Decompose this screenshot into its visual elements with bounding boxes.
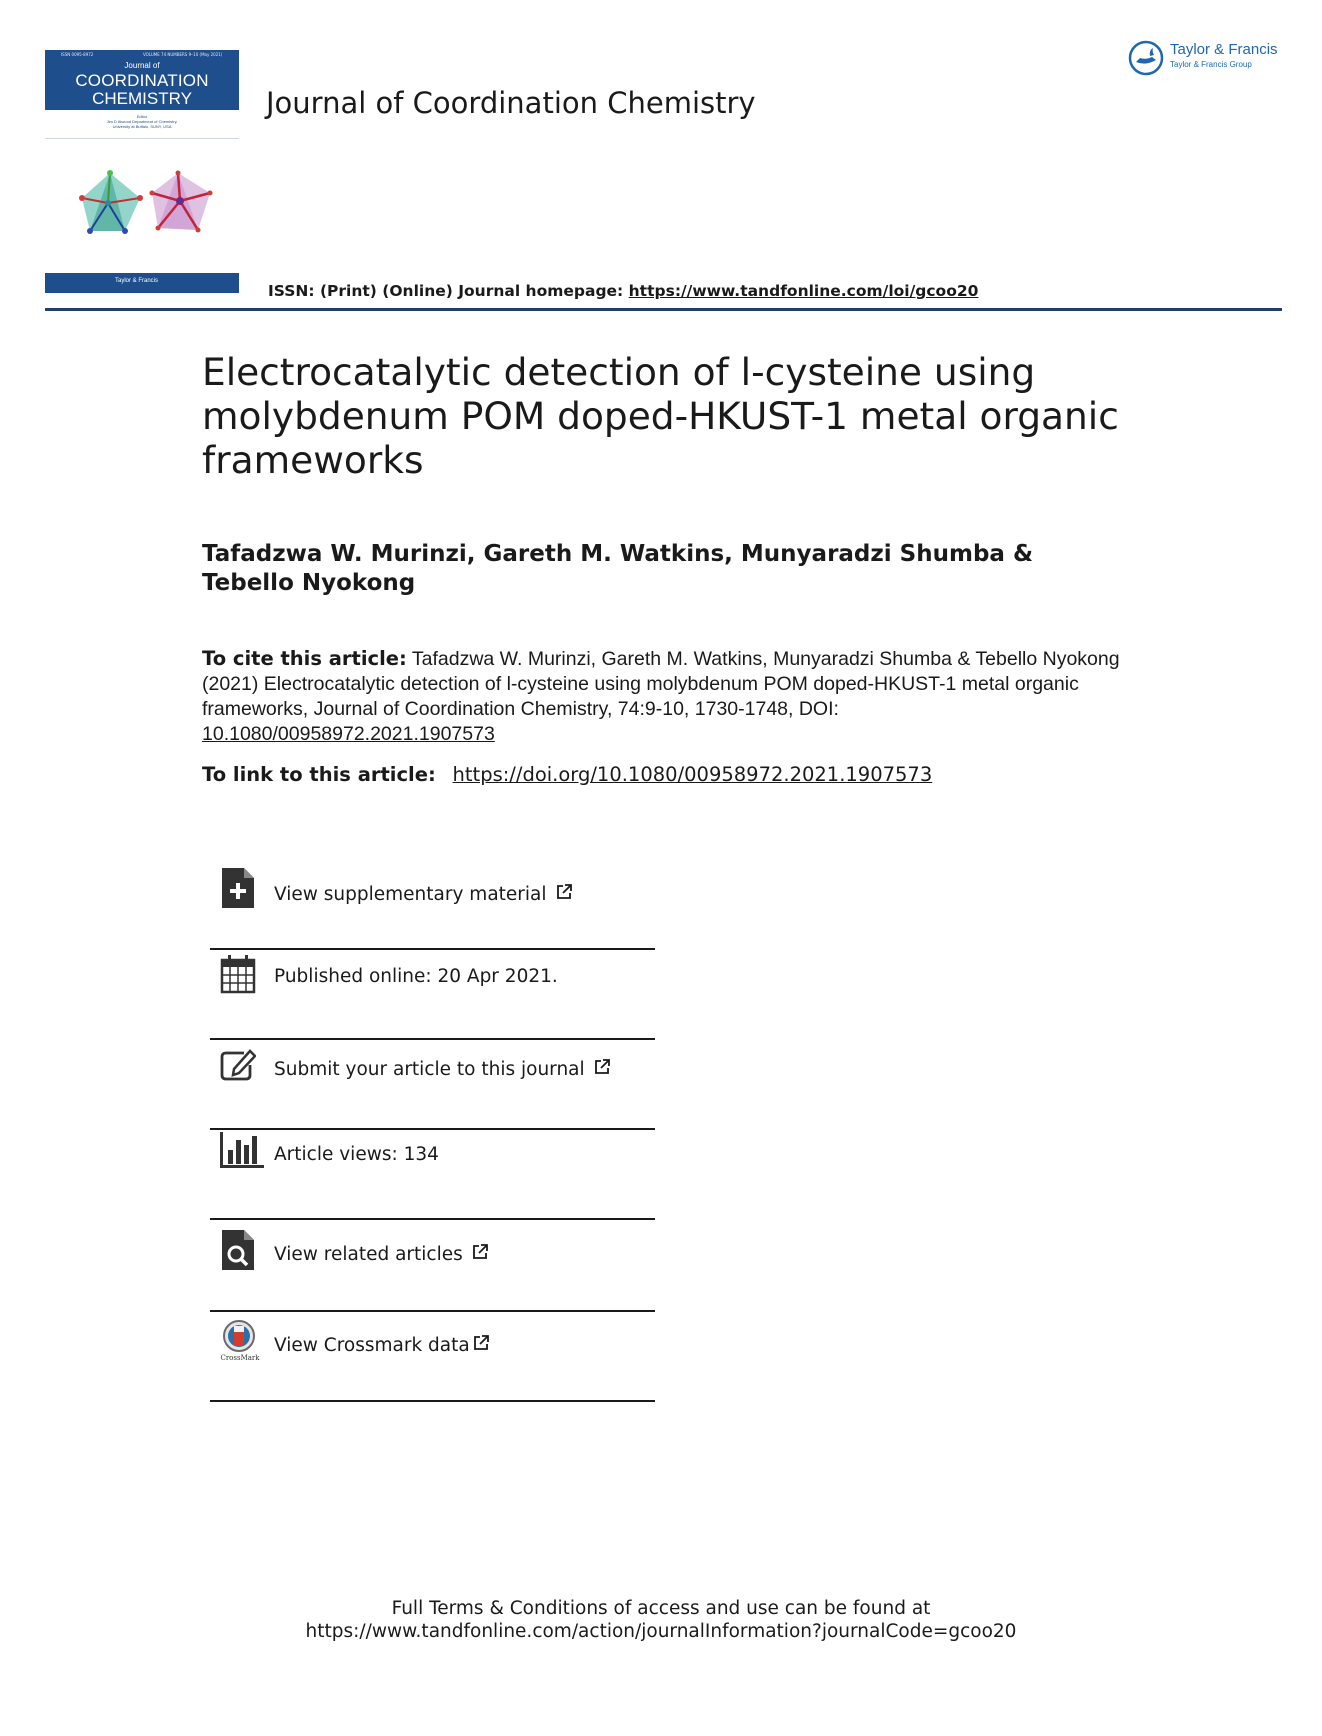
taylor-francis-lamp-icon: [1128, 40, 1164, 76]
publisher-group: Taylor & Francis Group: [1170, 60, 1252, 69]
external-link-icon: [472, 1334, 490, 1352]
issn-homepage-line: [268, 282, 978, 300]
related-label[interactable]: [274, 1243, 489, 1265]
cite-doi-link[interactable]: 10.1080/00958972.2021.1907573: [202, 723, 495, 745]
crossmark-icon: [220, 1320, 260, 1364]
journal-homepage-link[interactable]: https://www.tandfonline.com/loi/gcoo20: [628, 282, 979, 300]
views-label: Article views: 134: [274, 1144, 439, 1165]
external-link-icon: [471, 1243, 489, 1261]
submit-text: Submit your article to this journal: [274, 1059, 585, 1080]
cover-journal-of: Journal of: [124, 61, 160, 70]
cover-molecule-image: [70, 168, 220, 248]
external-link-icon: [555, 883, 573, 901]
citation-block: [202, 646, 1132, 747]
cover-volume: VOLUME 74 NUMBERS 9–10 (May 2021): [143, 52, 223, 57]
row-divider: [210, 1310, 655, 1312]
article-doi-link[interactable]: https://doi.org/10.1080/00958972.2021.1907573: [452, 763, 933, 786]
document-search-icon: [220, 1230, 256, 1270]
row-divider: [210, 948, 655, 950]
terms-footer: [0, 1597, 1322, 1643]
article-title: Electrocatalytic detection of l-cysteine using molybdenum POM doped-HKUST-1 metal organic frameworks: [202, 350, 1119, 482]
cover-footer-band: [45, 273, 239, 293]
cover-title-line1: COORDINATION: [75, 71, 209, 90]
row-divider: [210, 1128, 655, 1130]
related-text: View related articles: [274, 1244, 463, 1265]
submit-label[interactable]: [274, 1058, 611, 1080]
terms-line1: Full Terms & Conditions of access and use can be found at: [391, 1598, 931, 1619]
bar-chart-icon: [220, 1132, 264, 1172]
row-divider: [210, 1218, 655, 1220]
link-label: To link to this article:: [202, 763, 443, 786]
article-authors: Tafadzwa W. Murinzi, Gareth M. Watkins, Munyaradzi Shumba & Tebello Nyokong: [202, 541, 1033, 596]
terms-url[interactable]: https://www.tandfonline.com/action/journalInformation?journalCode=gcoo20: [305, 1621, 1017, 1642]
issn-text: ISSN: (Print) (Online) Journal homepage:: [268, 282, 629, 300]
article-link-row: [202, 763, 932, 786]
supplementary-label[interactable]: [274, 883, 573, 905]
publisher-logo[interactable]: [1128, 38, 1288, 78]
crossmark-label[interactable]: [274, 1334, 490, 1356]
file-plus-icon: [220, 868, 256, 908]
row-divider: [210, 1038, 655, 1040]
cover-publisher-strip: Taylor & Francis: [115, 278, 159, 284]
publisher-name: Taylor & Francis: [1170, 41, 1278, 58]
crossmark-badge-icon: [220, 1320, 260, 1354]
cover-issn: ISSN 0095-8972: [61, 52, 94, 57]
cover-editor: Editor Jim D Atwood Department of Chemistry, University at Buffalo, SUNY, USA: [106, 114, 178, 129]
published-label: Published online: 20 Apr 2021.: [274, 966, 558, 987]
calendar-icon: [220, 954, 256, 994]
edit-icon: [220, 1045, 256, 1085]
header-divider: [45, 308, 1282, 311]
cite-text: Tafadzwa W. Murinzi, Gareth M. Watkins, Munyaradzi Shumba & Tebello Nyokong (2021) Electrocatalytic detection of l-cysteine using molybdenum POM doped-HKUST-1 metal organic frameworks, Journal of Coordination Chemistry, 74:9-10, 1730-1748, DOI:: [202, 648, 1120, 720]
external-link-icon: [593, 1058, 611, 1076]
journal-cover: [45, 50, 239, 293]
cite-label: To cite this article:: [202, 647, 407, 670]
crossmark-text: View Crossmark data: [274, 1335, 470, 1356]
journal-title: Journal of Coordination Chemistry: [266, 86, 756, 120]
crossmark-badge-text: CrossMark: [220, 1354, 260, 1362]
supplementary-text: View supplementary material: [274, 884, 547, 905]
cover-title-line2: CHEMISTRY: [92, 89, 192, 108]
row-divider: [210, 1400, 655, 1402]
